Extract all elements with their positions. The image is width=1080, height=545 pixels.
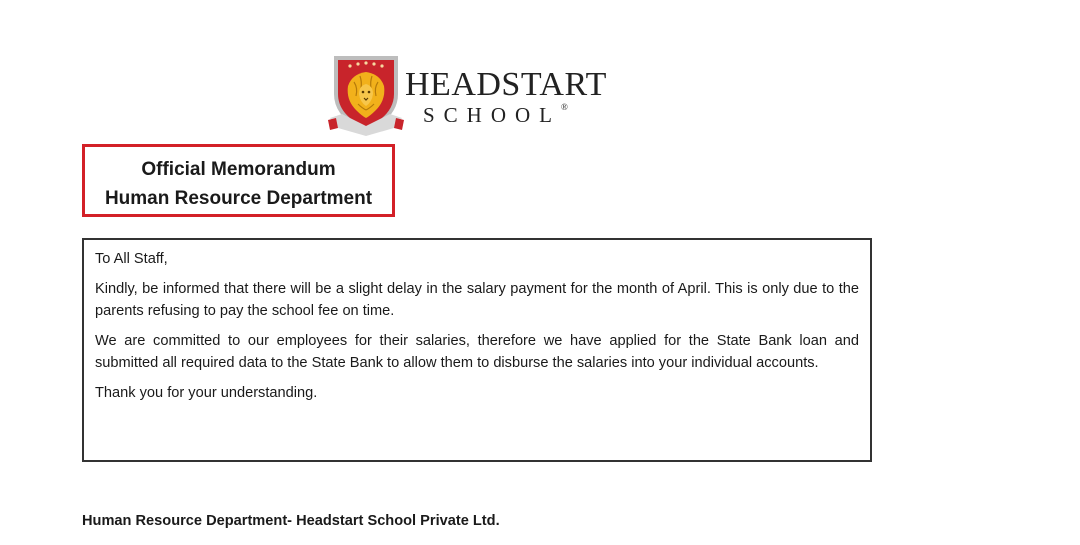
registered-mark: ® [561, 102, 568, 112]
school-name-line2: SCHOOL® [423, 102, 568, 127]
memo-title: Official Memorandum [141, 159, 336, 180]
memo-closing: Thank you for your understanding. [95, 385, 318, 401]
memo-footer-signature: Human Resource Department- Headstart School Private Ltd. [82, 513, 500, 529]
memo-body [82, 238, 872, 462]
school-name-line1: HEADSTART [405, 66, 607, 103]
school-logo [328, 48, 607, 138]
memo-paragraph: We are committed to our employees for their salaries, therefore we have applied for the State Bank loan and submitted all required data to the State Bank to allow them to disburse the salaries into your individual accounts. [95, 333, 859, 371]
memo-paragraph: Kindly, be informed that there will be a slight delay in the salary payment for the month of April. This is only due to the parents refusing to pay the school fee on time. [95, 281, 859, 319]
memo-title-box [82, 144, 395, 217]
memo-salutation: To All Staff, [95, 251, 168, 267]
memo-department: Human Resource Department [104, 188, 373, 209]
lion-crest-icon [328, 48, 404, 136]
